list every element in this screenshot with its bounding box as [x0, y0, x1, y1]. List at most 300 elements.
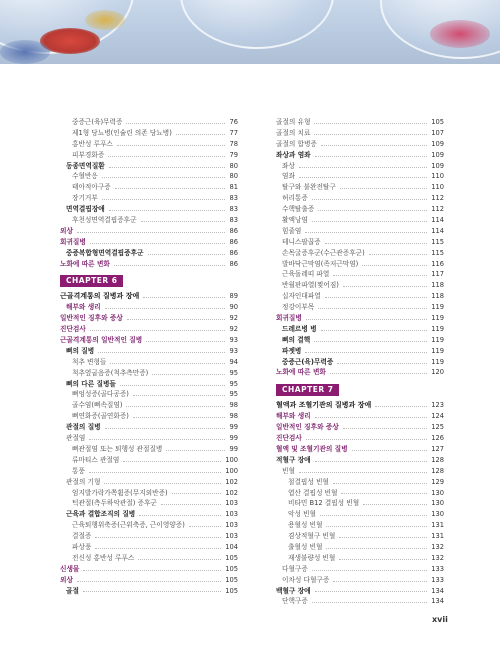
toc-entry[interactable]: [60, 586, 238, 597]
toc-entry[interactable]: [60, 379, 238, 390]
toc-entry-title: 허리통증: [282, 194, 308, 203]
toc-entry[interactable]: [276, 575, 444, 586]
toc-entry-page: 76: [229, 118, 238, 126]
toc-entry[interactable]: [60, 509, 238, 520]
toc-entry[interactable]: [276, 259, 444, 270]
toc-entry-title: 중증근(육)무력증: [72, 118, 123, 126]
toc-entry-title: 활액낭염: [282, 216, 308, 225]
page-number: xvii: [432, 615, 448, 624]
dot-leader: [305, 352, 427, 353]
toc-entry[interactable]: [60, 531, 238, 542]
toc-entry[interactable]: [276, 466, 444, 477]
dot-leader: [102, 177, 226, 178]
toc-entry[interactable]: [276, 586, 444, 597]
dot-leader: [369, 254, 427, 255]
toc-entry[interactable]: [60, 488, 238, 499]
toc-entry-title: 면역결핍장애: [66, 205, 105, 214]
dot-leader: [104, 483, 221, 484]
toc-entry-title: 드레르병 병: [282, 324, 317, 333]
toc-entry-page: 109: [431, 161, 444, 170]
toc-entry[interactable]: [60, 520, 238, 531]
toc-entry-title: 파상풍: [72, 542, 92, 551]
toc-entry[interactable]: [60, 248, 238, 259]
toc-entry-page: 99: [229, 444, 238, 453]
toc-entry[interactable]: [60, 139, 238, 150]
toc-entry[interactable]: [276, 161, 444, 172]
toc-entry[interactable]: [276, 400, 444, 411]
toc-entry[interactable]: [276, 422, 444, 433]
toc-entry[interactable]: [60, 259, 238, 270]
toc-entry-title: 손목굴증후군(수근관증후군): [282, 248, 365, 257]
toc-entry[interactable]: [276, 269, 444, 280]
toc-entry-title: 진단검사: [60, 325, 86, 334]
toc-entry[interactable]: [276, 367, 444, 378]
toc-entry-title: 중증근(육)무력증: [282, 357, 334, 366]
blue-stain: [0, 40, 50, 64]
toc-entry-title: 골절의 유형: [276, 118, 311, 126]
toc-entry[interactable]: [276, 564, 444, 575]
toc-entry-title: 해부와 생리: [276, 412, 311, 421]
dot-leader: [318, 210, 427, 211]
toc-entry-title: 근골격계통의 일반적인 질병: [60, 336, 143, 345]
toc-entry[interactable]: [60, 455, 238, 466]
dot-leader: [337, 363, 427, 364]
toc-entry-page: 130: [431, 499, 444, 508]
toc-entry-page: 109: [431, 150, 444, 159]
dot-leader: [305, 232, 427, 233]
toc-entry[interactable]: [60, 128, 238, 139]
toc-entry-page: 105: [225, 564, 238, 573]
toc-entry[interactable]: [276, 520, 444, 531]
toc-entry-title: 겸상적혈구 빈혈: [288, 532, 336, 541]
chapter-label: CHAPTER 6: [60, 275, 123, 287]
dot-leader: [126, 123, 225, 124]
toc-entry-page: 77: [229, 128, 238, 137]
toc-entry-page: 90: [229, 303, 238, 312]
toc-entry-title: 회귀질병: [60, 237, 86, 246]
toc-entry[interactable]: [276, 139, 444, 150]
toc-entry-title: 중증복합형면역결핍증후군: [66, 248, 144, 257]
dot-leader: [321, 330, 428, 331]
toc-entry-page: 115: [431, 237, 444, 246]
toc-entry-title: 반월판파열(찢어짐): [282, 281, 339, 290]
toc-entry[interactable]: [276, 204, 444, 215]
dot-leader: [109, 167, 226, 168]
toc-entry[interactable]: [276, 335, 444, 346]
toc-entry[interactable]: [276, 477, 444, 488]
toc-entry-title: 수혈반응: [72, 172, 98, 181]
toc-entry-title: 빈혈: [282, 466, 295, 475]
toc-entry-page: 119: [431, 314, 444, 323]
toc-entry[interactable]: [60, 564, 238, 575]
toc-entry-title: 관절의 기형: [66, 477, 101, 486]
toc-entry-page: 99: [229, 423, 238, 432]
toc-entry-page: 133: [431, 564, 444, 573]
chapter-heading: [276, 384, 444, 396]
toc-entry-title: 철결핍성 빈혈: [288, 477, 329, 486]
toc-entry-page: 125: [431, 423, 444, 432]
toc-entry[interactable]: [60, 433, 238, 444]
toc-entry-page: 86: [229, 248, 238, 257]
toc-entry-title: 테니스팔꿉증: [282, 237, 321, 246]
header-banner-image: [0, 0, 500, 64]
toc-entry-page: 83: [229, 216, 238, 225]
toc-entry-page: 114: [431, 226, 444, 235]
dot-leader: [299, 167, 427, 168]
toc-entry-title: 악성 빈혈: [288, 510, 316, 519]
dot-leader: [343, 286, 427, 287]
dot-leader: [77, 581, 221, 582]
dot-leader: [105, 428, 226, 429]
toc-entry[interactable]: [60, 313, 238, 324]
toc-entry-title: 일반적인 징후와 증상: [60, 314, 123, 323]
toc-entry-title: 후천성면역결핍증후군: [72, 216, 137, 225]
toc-entry-title: 외상: [60, 575, 73, 584]
toc-entry-title: 뼈관절염 또는 퇴행성 관절질병: [72, 444, 163, 453]
toc-entry[interactable]: [276, 171, 444, 182]
toc-entry-page: 124: [431, 412, 444, 421]
toc-entry-page: 99: [229, 434, 238, 443]
toc-entry-page: 92: [229, 314, 238, 323]
toc-entry[interactable]: [60, 215, 238, 226]
toc-entry-title: 염좌: [282, 172, 295, 181]
toc-entry-title: 턱관절(측두하악관절) 증후군: [72, 499, 157, 508]
toc-entry[interactable]: [60, 237, 238, 248]
toc-entry-page: 132: [431, 542, 444, 551]
dot-leader: [126, 406, 225, 407]
toc-entry-title: 출혈성 빈혈: [288, 542, 323, 551]
toc-entry[interactable]: [276, 302, 444, 313]
dot-leader: [325, 243, 427, 244]
dot-leader: [114, 265, 226, 266]
chapter-heading: [60, 275, 238, 287]
dot-leader: [306, 439, 427, 440]
dot-leader: [315, 417, 428, 418]
toc-entry-title: 발바닥근막염(족저근막염): [282, 259, 359, 268]
toc-entry[interactable]: [276, 542, 444, 553]
dot-leader: [341, 493, 427, 494]
toc-entry-title: 척추 변형들: [72, 357, 107, 366]
toc-entry-title: 단핵구증: [282, 597, 308, 606]
chapter-label: CHAPTER 7: [276, 384, 339, 396]
dot-leader: [325, 297, 427, 298]
toc-entry[interactable]: [60, 357, 238, 368]
toc-entry[interactable]: [60, 161, 238, 172]
toc-entry-page: 123: [431, 401, 444, 410]
toc-entry-title: 근육과 결합조직의 질병: [66, 510, 136, 519]
toc-entry[interactable]: [60, 553, 238, 564]
toc-column-left: [60, 117, 238, 596]
toc-entry[interactable]: [276, 596, 444, 607]
toc-entry[interactable]: [60, 182, 238, 193]
toc-entry[interactable]: [60, 542, 238, 553]
toc-entry-page: 104: [225, 542, 238, 551]
toc-entry-title: 십자인대파열: [282, 292, 321, 301]
toc-entry-title: 근골격계통의 질병과 장애: [60, 292, 140, 301]
toc-entry[interactable]: [60, 400, 238, 411]
toc-entry-page: 86: [229, 237, 238, 246]
toc-entry-title: 이차성 다혈구증: [282, 575, 330, 584]
toc-entry[interactable]: [276, 553, 444, 564]
toc-entry-title: 골절: [66, 586, 79, 595]
dot-leader: [89, 472, 221, 473]
toc-entry-title: 노화에 따른 변화: [276, 368, 326, 377]
toc-entry-page: 115: [431, 248, 444, 257]
dot-leader: [105, 308, 226, 309]
toc-entry-page: 126: [431, 434, 444, 443]
toc-entry-page: 133: [431, 575, 444, 584]
toc-entry-page: 95: [229, 379, 238, 388]
toc-entry-page: 119: [431, 346, 444, 355]
dot-leader: [333, 275, 427, 276]
toc-entry-title: 태아적아구증: [72, 183, 111, 192]
toc-entry-page: 110: [431, 183, 444, 192]
dot-leader: [152, 374, 225, 375]
dot-leader: [312, 199, 427, 200]
toc-entry-page: 109: [431, 139, 444, 148]
toc-entry-page: 93: [229, 346, 238, 355]
dot-leader: [143, 297, 225, 298]
toc-entry-title: 동종면역질환: [66, 161, 105, 170]
dot-leader: [133, 395, 226, 396]
toc-entry[interactable]: [276, 433, 444, 444]
dot-leader: [340, 188, 427, 189]
toc-entry[interactable]: [60, 575, 238, 586]
toc-entry[interactable]: [276, 215, 444, 226]
toc-entry[interactable]: [276, 488, 444, 499]
toc-entry-title: 정강이부목: [282, 303, 315, 312]
toc-entry-title: 해부와 생리: [66, 303, 101, 312]
toc-entry-page: 89: [229, 292, 238, 301]
toc-entry-page: 86: [229, 259, 238, 268]
toc-entry-page: 117: [431, 270, 444, 279]
toc-entry-page: 80: [229, 161, 238, 170]
toc-entry[interactable]: [60, 346, 238, 357]
toc-entry-page: 83: [229, 205, 238, 214]
toc-entry[interactable]: [276, 357, 444, 368]
toc-entry-page: 119: [431, 324, 444, 333]
toc-entry[interactable]: [60, 204, 238, 215]
toc-entry-page: 95: [229, 368, 238, 377]
toc-entry-title: 파젯병: [282, 346, 302, 355]
toc-entry[interactable]: [276, 182, 444, 193]
dot-leader: [95, 537, 221, 538]
yellow-stain: [85, 10, 125, 30]
toc-entry-page: 98: [229, 401, 238, 410]
toc-entry[interactable]: [60, 150, 238, 161]
toc-entry-page: 100: [225, 466, 238, 475]
toc-entry[interactable]: [60, 368, 238, 379]
toc-entry[interactable]: [276, 324, 444, 335]
toc-entry-page: 131: [431, 532, 444, 541]
toc-entry-title: 재생불량성 빈혈: [288, 553, 336, 562]
toc-entry-title: 용혈성 빈혈: [288, 521, 323, 530]
dot-leader: [102, 199, 226, 200]
toc-entry[interactable]: [60, 498, 238, 509]
toc-column-right: [276, 117, 444, 607]
toc-entry-title: 제1형 당뇨병(인슐린 의존 당뇨병): [72, 128, 172, 137]
dot-leader: [148, 254, 226, 255]
toc-entry-title: 관절염: [66, 434, 86, 443]
dot-leader: [90, 243, 226, 244]
toc-entry-page: 105: [431, 118, 444, 126]
dot-leader: [375, 406, 427, 407]
toc-entry[interactable]: [276, 313, 444, 324]
dot-leader: [176, 134, 226, 135]
toc-entry-page: 114: [431, 216, 444, 225]
dot-leader: [90, 330, 226, 331]
toc-entry-title: 장기거부: [72, 194, 98, 203]
dot-leader: [138, 559, 221, 560]
dot-leader: [326, 526, 427, 527]
toc-entry[interactable]: [276, 411, 444, 422]
toc-entry[interactable]: [60, 324, 238, 335]
toc-entry[interactable]: [276, 291, 444, 302]
toc-entry[interactable]: [276, 150, 444, 161]
toc-entry-page: 98: [229, 412, 238, 421]
toc-entry-title: 외상: [60, 226, 73, 235]
toc-entry[interactable]: [60, 411, 238, 422]
dot-leader: [299, 177, 427, 178]
toc-entry-page: 134: [431, 586, 444, 595]
dot-leader: [312, 570, 427, 571]
toc-entry-page: 130: [431, 488, 444, 497]
dot-leader: [123, 461, 221, 462]
toc-entry-title: 엽산 결핍성 빈혈: [288, 488, 338, 497]
toc-entry-page: 119: [431, 357, 444, 366]
toc-entry[interactable]: [276, 237, 444, 248]
dot-leader: [120, 385, 226, 386]
toc-entry-title: 홍반성 루푸스: [72, 139, 113, 148]
toc-entry-title: 엄지발가락가쪽휨증(무지외반증): [72, 488, 168, 497]
toc-entry[interactable]: [276, 280, 444, 291]
toc-entry[interactable]: [276, 248, 444, 259]
toc-entry[interactable]: [60, 291, 238, 302]
toc-entry-page: 93: [229, 336, 238, 345]
toc-entry[interactable]: [60, 335, 238, 346]
toc-entry[interactable]: [60, 117, 238, 128]
toc-entry-page: 103: [225, 521, 238, 530]
toc-entry[interactable]: [60, 193, 238, 204]
toc-entry[interactable]: [60, 477, 238, 488]
toc-entry-page: 129: [431, 477, 444, 486]
dot-leader: [315, 461, 428, 462]
toc-entry-title: 결절증: [72, 532, 92, 541]
dot-leader: [314, 134, 427, 135]
toc-entry-page: 95: [229, 390, 238, 399]
toc-entry[interactable]: [276, 531, 444, 542]
toc-entry-title: 다혈구증: [282, 564, 308, 573]
toc-entry-page: 80: [229, 172, 238, 181]
toc-entry-title: 백혈구 장애: [276, 586, 311, 595]
toc-entry[interactable]: [60, 389, 238, 400]
toc-entry[interactable]: [276, 193, 444, 204]
toc-entry-page: 92: [229, 325, 238, 334]
dot-leader: [312, 221, 427, 222]
toc-entry-title: 탈구와 불완전탈구: [282, 183, 336, 192]
toc-entry-title: 뼈연화증(골연화증): [72, 412, 129, 421]
dot-leader: [320, 515, 427, 516]
toc-entry-page: 79: [229, 150, 238, 159]
toc-entry-title: 힘줄염: [282, 226, 302, 235]
dot-leader: [339, 537, 427, 538]
toc-entry[interactable]: [276, 444, 444, 455]
toc-entry-title: 좌상: [282, 161, 295, 170]
toc-entry-page: 119: [431, 335, 444, 344]
toc-entry[interactable]: [276, 346, 444, 357]
toc-entry-title: 류마티스 관절염: [72, 455, 120, 464]
toc-entry-title: 전신성 홍반성 루푸스: [72, 553, 135, 562]
dot-leader: [110, 363, 225, 364]
toc-entry-title: 진단검사: [276, 434, 302, 443]
toc-entry-title: 적혈구 장애: [276, 455, 311, 464]
toc-entry-title: 회귀질병: [276, 314, 302, 323]
toc-entry[interactable]: [276, 498, 444, 509]
toc-entry-title: 비타민 B12 결핍성 빈혈: [288, 499, 360, 508]
dot-leader: [146, 341, 225, 342]
toc-entry-title: 근육퇴행위축증(근위축증, 근이영양증): [72, 521, 185, 530]
toc-entry-title: 신생물: [60, 564, 80, 573]
toc-entry-page: 83: [229, 194, 238, 203]
toc-entry[interactable]: [276, 455, 444, 466]
toc-entry-title: 좌상과 염좌: [276, 150, 311, 159]
toc-entry-title: 뼈엉성증(골다공증): [72, 390, 129, 399]
dot-leader: [333, 581, 427, 582]
toc-entry-page: 94: [229, 357, 238, 366]
dot-leader: [115, 188, 226, 189]
toc-entry-title: 일반적인 징후와 증상: [276, 423, 339, 432]
dot-leader: [83, 570, 221, 571]
dot-leader: [326, 548, 427, 549]
dot-leader: [161, 504, 221, 505]
toc-entry[interactable]: [60, 226, 238, 237]
dot-leader: [141, 221, 226, 222]
toc-entry-title: 뼈의 다른 질병들: [66, 379, 116, 388]
toc-entry[interactable]: [60, 444, 238, 455]
toc-entry-title: 혈액과 조혈기관의 질병과 장애: [276, 401, 372, 410]
toc-entry[interactable]: [60, 422, 238, 433]
dot-leader: [83, 591, 221, 592]
toc-entry-page: 78: [229, 139, 238, 148]
dot-leader: [133, 417, 226, 418]
toc-entry-page: 110: [431, 172, 444, 181]
toc-entry[interactable]: [60, 302, 238, 313]
toc-entry-page: 120: [431, 368, 444, 377]
toc-entry[interactable]: [60, 171, 238, 182]
dot-leader: [315, 591, 428, 592]
dot-leader: [127, 319, 226, 320]
toc-entry[interactable]: [276, 117, 444, 128]
dot-leader: [314, 341, 427, 342]
toc-entry[interactable]: [60, 466, 238, 477]
dot-leader: [166, 450, 225, 451]
toc-entry-page: 130: [431, 510, 444, 519]
toc-entry-page: 103: [225, 499, 238, 508]
toc-entry-page: 119: [431, 303, 444, 312]
toc-entry[interactable]: [276, 128, 444, 139]
toc-entry[interactable]: [276, 509, 444, 520]
toc-entry[interactable]: [276, 226, 444, 237]
toc-entry-page: 112: [431, 205, 444, 214]
dot-leader: [363, 504, 427, 505]
dot-leader: [77, 232, 226, 233]
petri-dish-center: [180, 0, 334, 49]
toc-entry-title: 뼈의 결핵: [282, 335, 311, 344]
toc-entry-page: 105: [225, 553, 238, 562]
dot-leader: [172, 493, 222, 494]
dot-leader: [299, 472, 427, 473]
dot-leader: [189, 526, 221, 527]
